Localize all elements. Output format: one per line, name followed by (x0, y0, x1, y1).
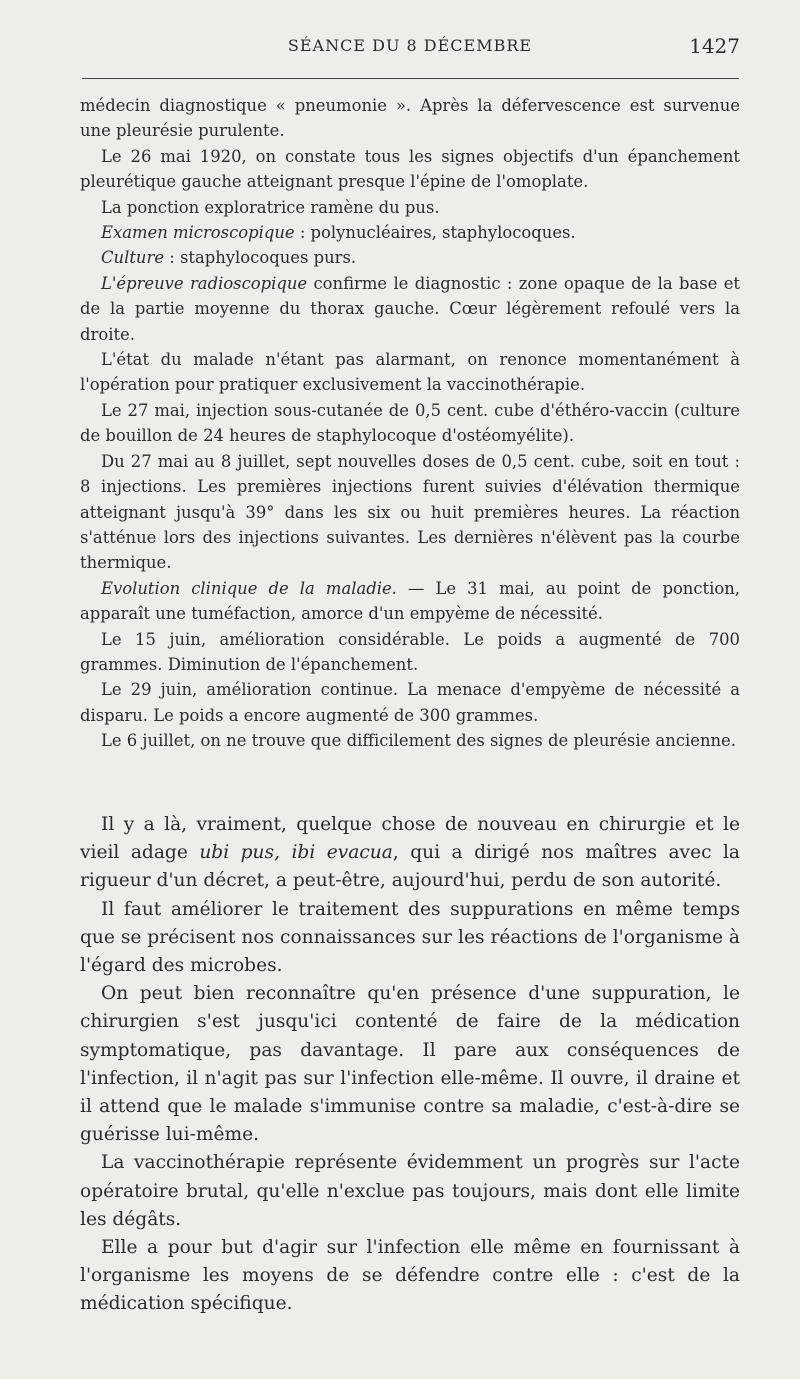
case-text: : staphylocoques purs. (164, 248, 357, 268)
section-label: Examen microscopique (101, 223, 295, 243)
discussion-paragraph: On peut bien reconnaître qu'en présence d'une suppuration, le chirurgien s'est jusqu'ici contenté de faire de la médication symptomatique, pas davantage. Il pare aux conséquences de l'infection, il n'agit pas sur l'infection elle-même. Il ouvre, il draine et il attend que le malade s'immunise contre sa maladie, c'est-à-dire se guérisse lui-même. (80, 983, 740, 1146)
discussion-text: , qui a dirigé nos maîtres avec la rigueur d'un décret, a peut-être, aujourd'hui, perdu de son autorité. (80, 842, 741, 892)
header-rule (82, 78, 739, 79)
discussion (80, 811, 740, 1319)
discussion-paragraph: Elle a pour but d'agir sur l'infection elle même en fournissant à l'organisme les moyens de se défendre contre elle : c'est de la médication spécifique. (80, 1237, 740, 1315)
case-paragraph (80, 271, 740, 347)
case-text: confirme le diagnostic : zone opaque de la base et de la partie moyenne du thorax gauche. Cœur légèrement refoulé vers la droite. (80, 273, 741, 344)
case-paragraph: Le 26 mai 1920, on constate tous les signes objectifs d'un épanchement pleurétique gauche atteignant presque l'épine de l'omoplate. (80, 146, 740, 192)
case-paragraph: Du 27 mai au 8 juillet, sept nouvelles doses de 0,5 cent. cube, soit en tout : 8 injections. Les premières injections furent suivies d'élévation thermique atteignant jusqu'à 39° dans les six ou huit premières heures. La réaction s'atténue lors des injections suivantes. Les dernières n'élèvent pas la courbe thermique. (80, 451, 740, 573)
case-paragraph: Le 27 mai, injection sous-cutanée de 0,5 cent. cube d'éthéro-vaccin (culture de bouillon de 24 heures de staphylocoque d'ostéomyélite). (80, 400, 740, 446)
latin-adage: ubi pus, ibi evacua (199, 842, 393, 864)
section-label: Culture (101, 248, 165, 268)
header-title: SÉANCE DU 8 DÉCEMBRE (287, 36, 533, 55)
case-text: : polynucléaires, staphylocoques. (294, 223, 576, 243)
section-label: L'épreuve radioscopique (101, 273, 308, 293)
case-paragraph: La ponction exploratrice ramène du pus. (101, 197, 440, 217)
section-label: Evolution clinique de la maladie. (101, 578, 397, 598)
page-number: 1427 (689, 34, 740, 58)
case-paragraph (80, 220, 740, 245)
case-paragraph: Le 6 juillet, on ne trouve que difficilement des signes de pleurésie ancienne. (101, 731, 736, 751)
running-header (80, 30, 740, 60)
discussion-paragraph: La vaccinothérapie représente évidemment un progrès sur l'acte opératoire brutal, qu'elle n'exclue pas toujours, mais dont elle limite les dégâts. (80, 1152, 740, 1230)
case-paragraph: Le 29 juin, amélioration continue. La menace d'empyème de nécessité a disparu. Le poids a encore augmenté de 300 grammes. (80, 680, 740, 725)
case-paragraph (80, 576, 740, 627)
discussion-paragraph: Il faut améliorer le traitement des suppurations en même temps que se précisent nos connaissances sur les réactions de l'organisme à l'égard des microbes. (80, 898, 740, 977)
case-text: — Le 31 mai, au point de ponction, apparaît une tuméfaction, amorce d'un empyème de nécessité. (80, 578, 741, 624)
case-paragraph: L'état du malade n'étant pas alarmant, on renonce momentanément à l'opération pour pratiquer exclusivement la vaccinothérapie. (80, 350, 740, 395)
discussion-paragraph (80, 811, 740, 896)
case-report (80, 93, 740, 754)
case-paragraph: médecin diagnostique « pneumonie ». Après la défervescence est survenue une pleurésie purulente. (80, 96, 740, 141)
case-paragraph: Le 15 juin, amélioration considérable. Le poids a augmenté de 700 grammes. Diminution de l'épanchement. (80, 629, 740, 674)
discussion-text: Il y a là, vraiment, quelque chose de nouveau en chirurgie et le vieil adage (80, 814, 740, 864)
case-paragraph (80, 245, 740, 270)
